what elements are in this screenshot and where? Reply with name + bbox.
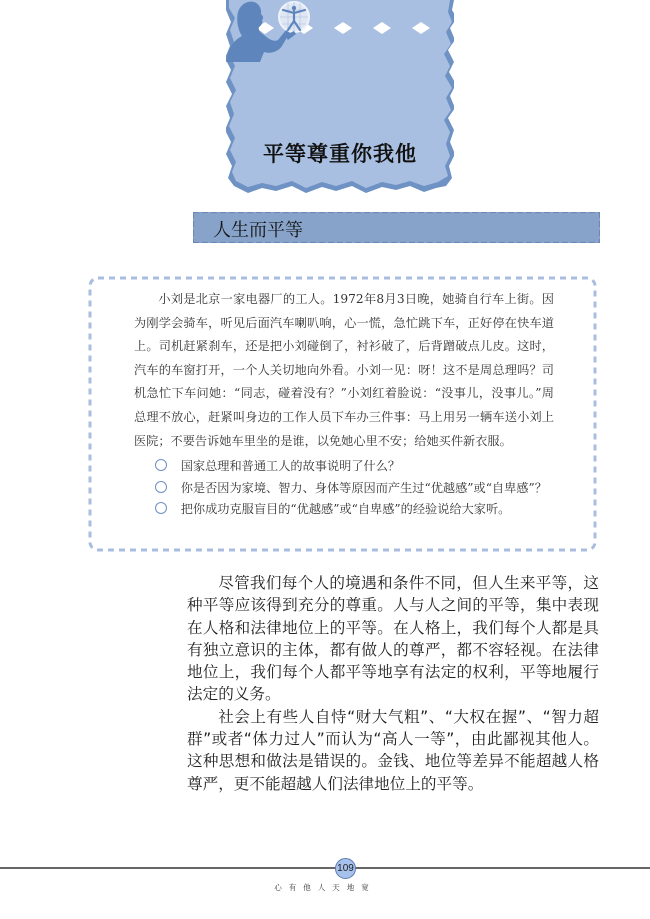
footer-caption: 心有他人天地宽 <box>274 883 376 892</box>
discussion-questions <box>134 456 554 521</box>
section-title: 人生而平等 <box>213 220 303 241</box>
circle-bullet-icon <box>155 481 167 493</box>
case-story-paragraph: 小刘是北京一家电器厂的工人。1972年8月3日晚，她骑自行车上街。因为刚学会骑车，听见后面汽车喇叭响，心一慌，急忙跳下车，正好停在快车道上。司机赶紧刹车，还是把小刘碰倒了，衬衫破了，后背蹭破点儿皮。这时，汽车的车窗打开，一个人关切地向外看。小刘一见：呀！这不是周总理吗？司机急忙下车问她：“同志，碰着没有？”小刘红着脸说：“没事儿，没事儿。”周总理不放心，赶紧叫身边的工作人员下车办三件事：马上用另一辆车送小刘上医院；不要告诉她车里坐的是谁，以免她心里不安；给她买件新衣服。 <box>134 292 554 448</box>
question-item <box>134 456 554 478</box>
main-body <box>187 572 599 795</box>
circle-bullet-icon <box>155 459 167 471</box>
question-text: 你是否因为家境、智力、身体等原因而产生过“优越感”或“自卑感”？ <box>180 480 547 495</box>
circle-bullet-icon <box>155 502 167 514</box>
footer-divider <box>0 867 650 869</box>
case-story <box>134 288 554 453</box>
question-text: 把你成功克服盲目的“优越感”或“自卑感”的经验说给大家听。 <box>180 502 511 516</box>
page-number: 109 <box>335 858 356 879</box>
diamond-icon <box>412 22 430 34</box>
question-item <box>134 478 554 500</box>
body-paragraph: 尽管我们每个人的境遇和条件不同，但人生来平等，这种平等应该得到充分的尊重。人与人之间的平等，集中表现在人格和法律地位上的平等。在人格上，我们每个人都是具有独立意识的主体，都有做人的尊严，都不容轻视。在法律地位上，我们每个人都平等地享有法定的权利，平等地履行法定的义务。 <box>187 574 599 704</box>
diamond-icon <box>373 22 391 34</box>
person-holding-globe-icon <box>226 0 316 62</box>
case-study-box <box>88 276 597 552</box>
question-text: 国家总理和普通工人的故事说明了什么？ <box>180 459 401 473</box>
chapter-title: 平等尊重你我他 <box>263 141 417 166</box>
question-item <box>134 499 554 521</box>
chapter-banner <box>226 0 454 196</box>
body-paragraph: 社会上有些人自恃“财大气粗”、“大权在握”、“智力超群”或者“体力过人”而认为“高人一等”，由此鄙视其他人。这种思想和做法是错误的。金钱、地位等差异不能超越人格尊严，更不能超越人们法律地位上的平等。 <box>187 707 599 793</box>
section-header <box>193 212 600 243</box>
diamond-icon <box>334 22 352 34</box>
